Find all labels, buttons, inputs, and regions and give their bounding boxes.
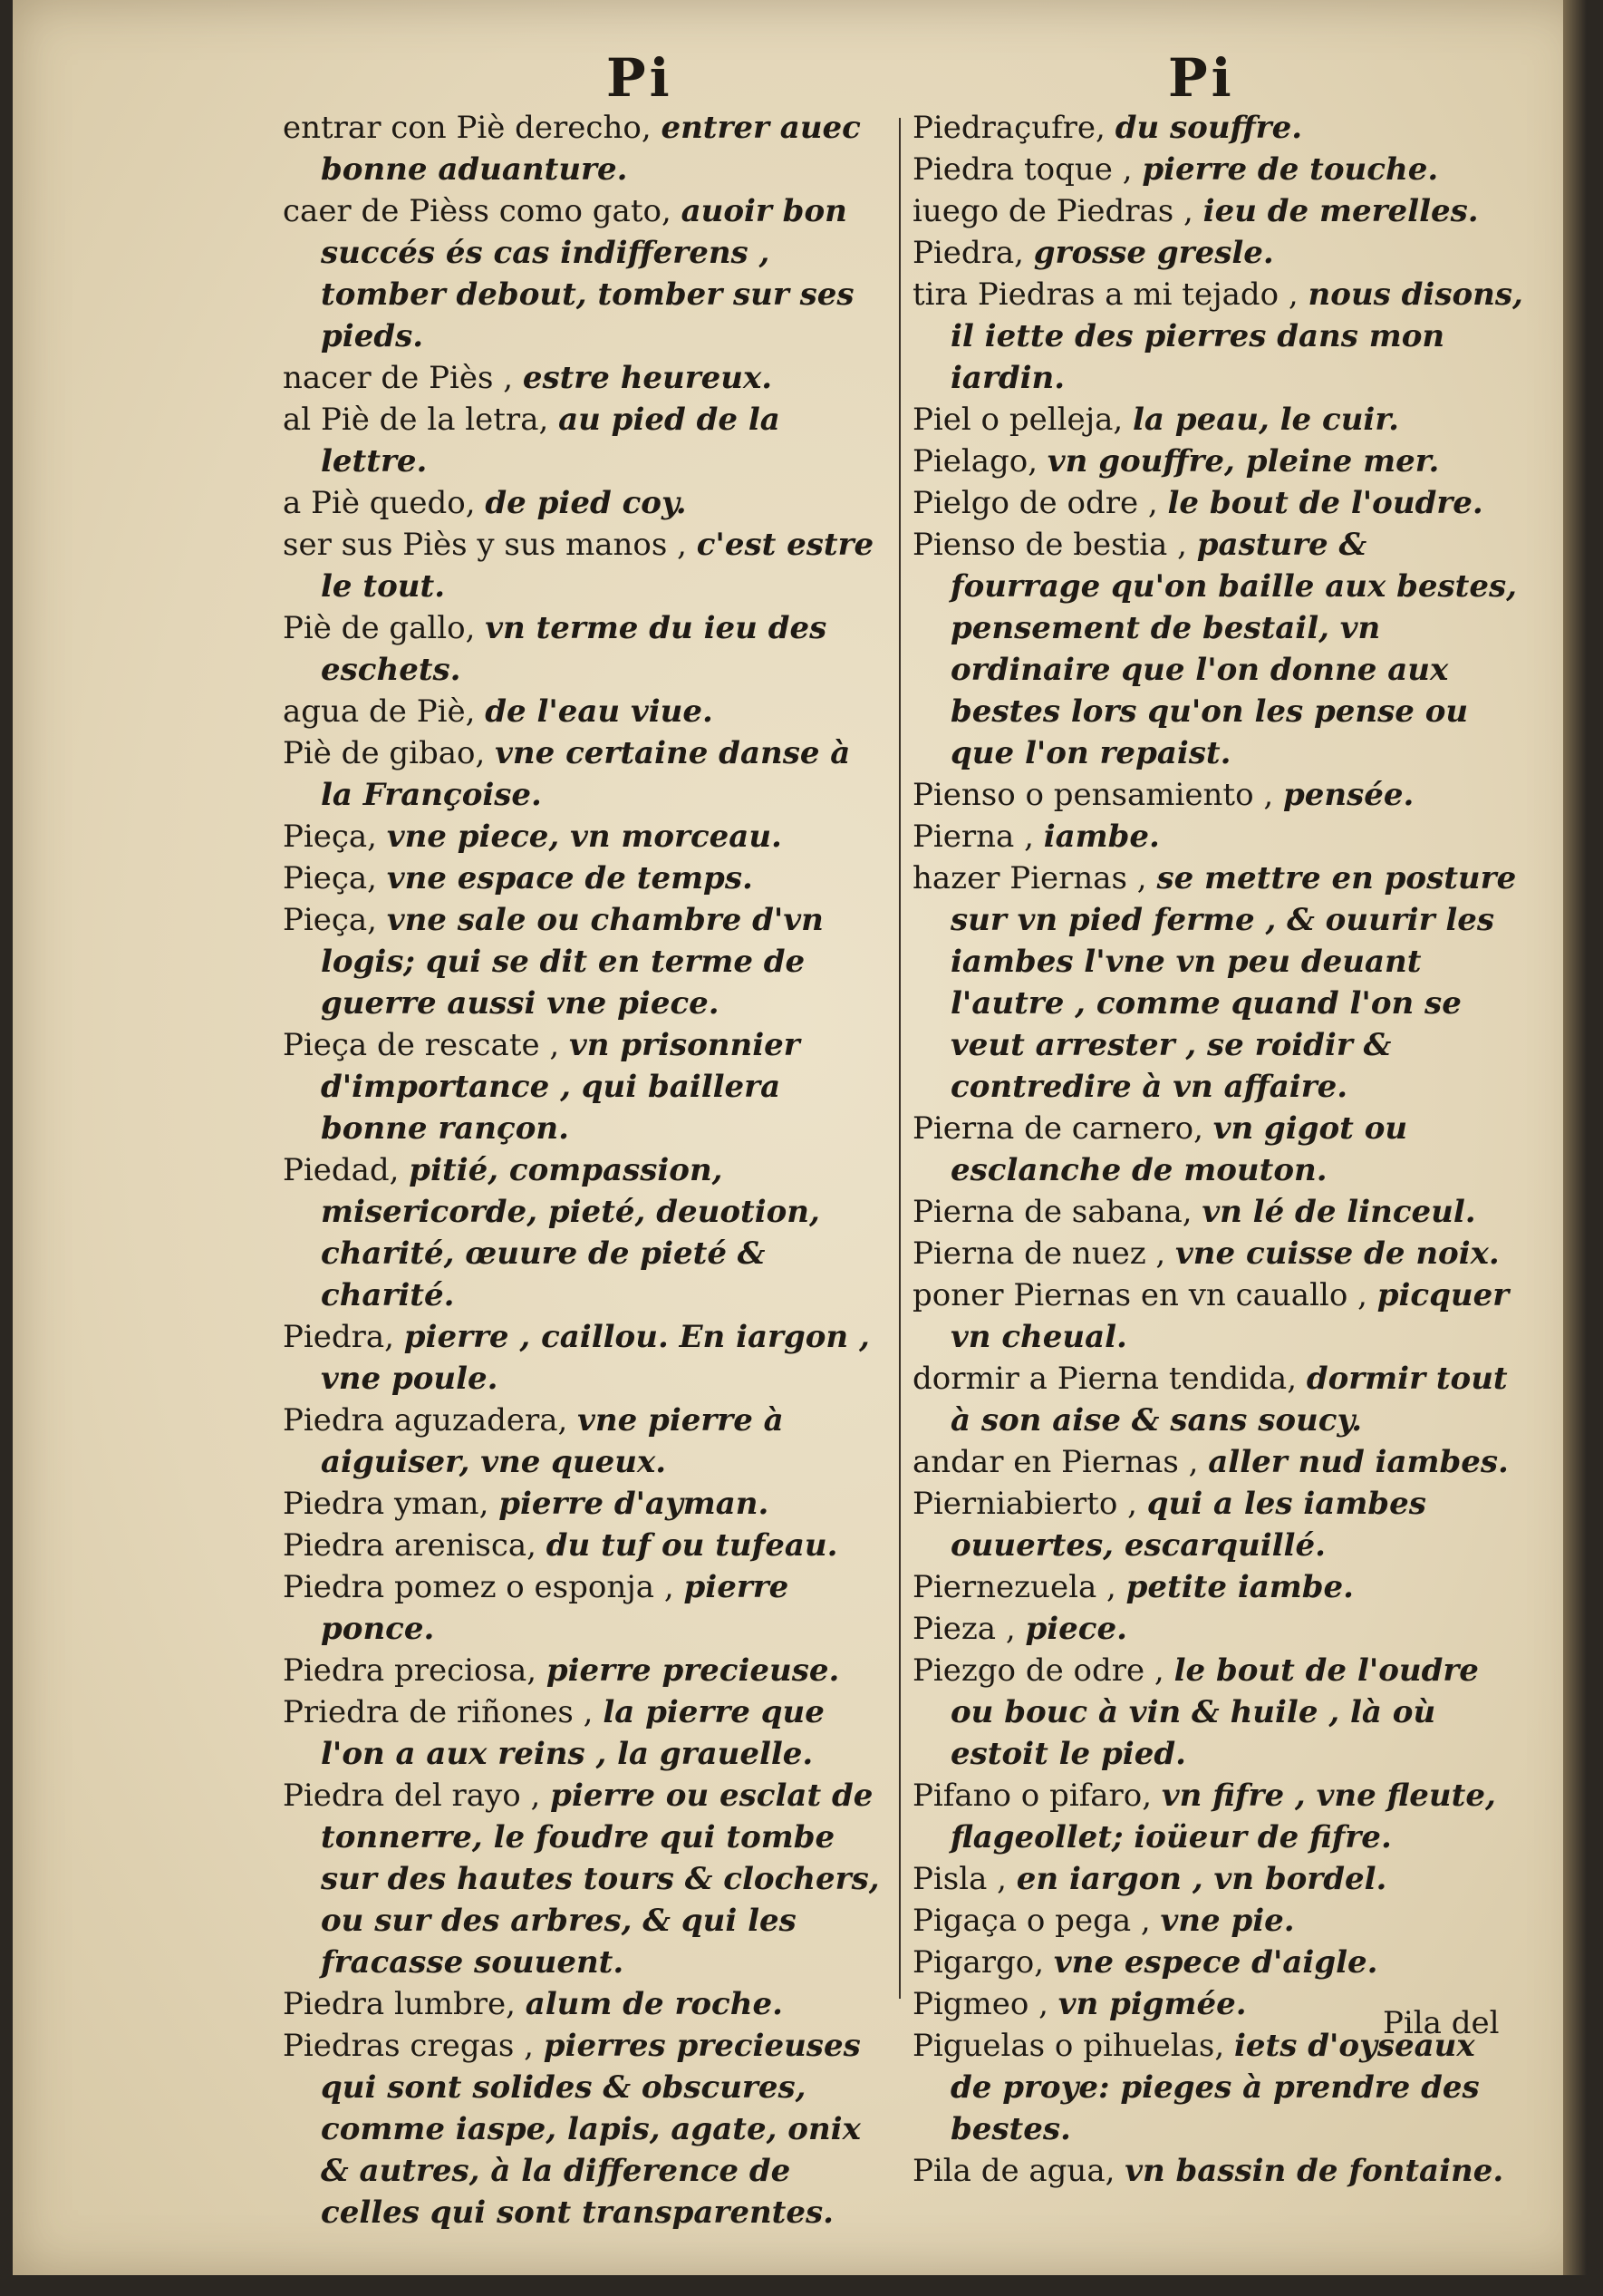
entry-headword: Piedra aguzadera, (283, 1402, 578, 1439)
dictionary-entry (283, 607, 888, 691)
entry-translation: pierres precieuses qui sont solides & obscures, comme iaspe, lapis, agate, onix & autres, à la difference de celles qui sont transparentes. (321, 2028, 861, 2231)
entry-translation: vne pie. (1160, 1903, 1295, 1939)
entry-translation: vne certaine danse à la Françoise. (321, 735, 851, 813)
entry-translation: dormir tout à son aise & sans soucy. (951, 1361, 1508, 1439)
entry-headword: andar en Piernas , (913, 1444, 1209, 1480)
entry-translation: la peau, le cuir. (1133, 402, 1399, 438)
entry-headword: Piedra, (283, 1319, 404, 1355)
dictionary-entry (283, 816, 888, 857)
dictionary-entry (283, 1149, 888, 1316)
entry-translation: vne espace de temps. (386, 860, 753, 896)
entry-headword: Pierna de sabana, (913, 1194, 1202, 1230)
dictionary-entry (913, 1233, 1525, 1274)
entry-headword: Pieza , (913, 1611, 1026, 1647)
dictionary-entry (913, 107, 1525, 149)
entry-translation: pasture & fourrage qu'on baille aux bestes, pensement de bestail, vn ordinaire que l'on donne aux bestes lors qu'on les pense ou que l'on repaist. (951, 527, 1517, 771)
entry-translation: au pied de la lettre. (321, 402, 780, 480)
dictionary-entry (913, 1483, 1525, 1566)
entry-translation: pierre , caillou. En iargon , vne poule. (321, 1319, 870, 1397)
dictionary-page (13, 0, 1587, 2275)
entry-headword: Pieça, (283, 860, 387, 896)
entry-translation: pierre ponce. (321, 1569, 789, 1647)
entry-headword: al Piè de la letra, (283, 402, 559, 438)
dictionary-entry (913, 816, 1525, 857)
dictionary-entry (913, 274, 1525, 399)
dictionary-entry (913, 441, 1525, 482)
dictionary-entry (913, 1775, 1525, 1858)
column-divider (899, 118, 901, 1999)
entry-translation: pierre d'ayman. (498, 1486, 769, 1522)
entry-translation: en iargon , vn bordel. (1016, 1861, 1387, 1897)
entry-translation: nous disons, il iette des pierres dans mon iardin. (951, 276, 1523, 396)
left-column (283, 107, 888, 2233)
dictionary-entry (283, 1566, 888, 1650)
entry-translation: pierre ou esclat de tonnerre, le foudre qui tombe sur des hautes tours & clochers, ou sur des arbres, & qui les fracasse souuent. (321, 1778, 880, 1981)
dictionary-entry (913, 399, 1525, 441)
entry-translation: le bout de l'oudre ou bouc à vin & huile , là où estoit le pied. (951, 1652, 1479, 1772)
entry-translation: de l'eau viue. (485, 693, 713, 730)
entry-headword: Pierna , (913, 819, 1044, 855)
entry-translation: vn bassin de fontaine. (1125, 2153, 1504, 2189)
dictionary-entry (283, 857, 888, 899)
dictionary-entry (283, 399, 888, 482)
running-header-right: Pi (1168, 47, 1235, 109)
entry-translation: vne sale ou chambre d'vn logis; qui se dit en terme de guerre aussi vne piece. (321, 902, 824, 1022)
entry-headword: Pisla , (913, 1861, 1017, 1897)
dictionary-entry (913, 1858, 1525, 1900)
entry-translation: pensée. (1282, 777, 1415, 813)
entry-headword: Piernezuela , (913, 1569, 1126, 1605)
dictionary-entry (913, 1566, 1525, 1608)
entry-headword: iuego de Piedras , (913, 193, 1203, 229)
dictionary-entry (283, 1775, 888, 1983)
dictionary-entry (283, 1024, 888, 1149)
dictionary-entry (913, 524, 1525, 774)
entry-headword: dormir a Pierna tendida, (913, 1361, 1307, 1397)
entry-translation: pitié, compassion, misericorde, pieté, deuotion, charité, œuure de pieté & charité. (321, 1152, 820, 1313)
dictionary-entry (283, 732, 888, 816)
dictionary-entry (283, 1691, 888, 1775)
entry-translation: picquer vn cheual. (951, 1277, 1510, 1355)
entry-headword: a Piè quedo, (283, 485, 486, 521)
entry-translation: piece. (1025, 1611, 1127, 1647)
entry-translation: aller nud iambes. (1208, 1444, 1509, 1480)
entry-translation: vn lé de linceul. (1202, 1194, 1476, 1230)
entry-headword: entrar con Piè derecho, (283, 110, 661, 146)
dictionary-entry (913, 1274, 1525, 1358)
entry-headword: Pierna de carnero, (913, 1110, 1213, 1147)
dictionary-entry (283, 2025, 888, 2233)
entry-headword: Pienso o pensamiento , (913, 777, 1283, 813)
dictionary-entry (913, 1608, 1525, 1650)
dictionary-entry (283, 899, 888, 1024)
entry-translation: vne piece, vn morceau. (386, 819, 782, 855)
entry-headword: tira Piedras a mi tejado , (913, 276, 1308, 313)
dictionary-entry (913, 149, 1525, 190)
dictionary-entry (283, 1483, 888, 1525)
entry-headword: Pifano o pifaro, (913, 1778, 1162, 1814)
dictionary-entry (913, 482, 1525, 524)
entry-headword: nacer de Piès , (283, 360, 523, 396)
entry-headword: Piedraçufre, (913, 110, 1115, 146)
entry-translation: entrer auec bonne aduanture. (321, 110, 861, 188)
dictionary-entry (283, 1650, 888, 1691)
entry-headword: Piedra pomez o esponja , (283, 1569, 684, 1605)
entry-translation: c'est estre le tout. (321, 527, 874, 605)
dictionary-entry (913, 1358, 1525, 1441)
entry-headword: Pieça, (283, 902, 387, 938)
running-header-left: Pi (606, 47, 673, 109)
entry-translation: iambe. (1043, 819, 1160, 855)
entry-headword: caer de Pièss como gato, (283, 193, 681, 229)
entry-headword: Piedra, (913, 235, 1034, 271)
entry-translation: vn prisonnier d'importance , qui baillera bonne rançon. (321, 1027, 800, 1147)
entry-translation: qui a les iambes ouuertes, escarquillé. (951, 1486, 1426, 1564)
entry-translation: du tuf ou tufeau. (546, 1527, 838, 1564)
entry-headword: Pieça, (283, 819, 387, 855)
entry-translation: ieu de merelles. (1202, 193, 1479, 229)
entry-translation: vn fifre , vne fleute, flageollet; ioüeur de fifre. (951, 1778, 1496, 1855)
entry-headword: Priedra de riñones , (283, 1694, 604, 1730)
dictionary-entry (283, 1983, 888, 2025)
entry-translation: du souffre. (1115, 110, 1303, 146)
entry-headword: Piedra preciosa, (283, 1652, 546, 1689)
right-column (913, 107, 1525, 2192)
entry-translation: de pied coy. (485, 485, 687, 521)
entry-translation: vne pierre à aiguiser, vne queux. (321, 1402, 784, 1480)
entry-translation: vn pigmée. (1057, 1986, 1247, 2022)
entry-translation: petite iambe. (1125, 1569, 1355, 1605)
entry-headword: Pigaça o pega , (913, 1903, 1161, 1939)
entry-headword: Piezgo de odre , (913, 1652, 1174, 1689)
entry-headword: Piedad, (283, 1152, 410, 1188)
dictionary-entry (913, 1942, 1525, 1983)
entry-headword: Piedras cregas , (283, 2028, 544, 2064)
entry-headword: Piè de gibao, (283, 735, 496, 771)
entry-headword: Piedra toque , (913, 151, 1143, 188)
entry-headword: Pieça de rescate , (283, 1027, 570, 1063)
entry-translation: vn gouffre, pleine mer. (1047, 443, 1440, 480)
dictionary-entry (913, 1900, 1525, 1942)
dictionary-entry (283, 524, 888, 607)
catchword: Pila del (1383, 2005, 1500, 2041)
entry-headword: agua de Piè, (283, 693, 486, 730)
entry-headword: Pierna de nuez , (913, 1235, 1176, 1272)
entry-headword: poner Piernas en vn cauallo , (913, 1277, 1377, 1313)
entry-headword: Pila de agua, (913, 2153, 1125, 2189)
entry-translation: vne espece d'aigle. (1053, 1944, 1378, 1981)
dictionary-entry (283, 1525, 888, 1566)
dictionary-entry (913, 1108, 1525, 1191)
entry-headword: Pigmeo , (913, 1986, 1058, 2022)
entry-headword: Pienso de bestia , (913, 527, 1197, 563)
entry-headword: Pielago, (913, 443, 1048, 480)
entry-translation: auoir bon succés és cas indifferens , tomber debout, tomber sur ses pieds. (321, 193, 855, 354)
dictionary-entry (283, 107, 888, 190)
dictionary-entry (913, 2150, 1525, 2192)
entry-translation: le bout de l'oudre. (1167, 485, 1483, 521)
entry-translation: se mettre en posture sur vn pied ferme , & ouurir les iambes l'vne vn peu deuant l'autre , comme quand l'on se veut arrester , se roidir & contredire à vn affaire. (951, 860, 1517, 1105)
entry-headword: Piedra lumbre, (283, 1986, 526, 2022)
entry-headword: Piedra arenisca, (283, 1527, 546, 1564)
entry-translation: alum de roche. (525, 1986, 783, 2022)
dictionary-entry (913, 232, 1525, 274)
dictionary-entry (283, 1316, 888, 1400)
entry-translation: la pierre que l'on a aux reins , la grauelle. (321, 1694, 825, 1772)
entry-translation: vne cuisse de noix. (1175, 1235, 1500, 1272)
entry-headword: Pierniabierto , (913, 1486, 1147, 1522)
entry-headword: hazer Piernas , (913, 860, 1157, 896)
entry-translation: estre heureux. (522, 360, 773, 396)
entry-headword: Piedra del rayo , (283, 1778, 551, 1814)
dictionary-entry (913, 774, 1525, 816)
entry-headword: Piedra yman, (283, 1486, 499, 1522)
dictionary-entry (283, 691, 888, 732)
entry-headword: Piguelas o pihuelas, (913, 2028, 1234, 2064)
entry-headword: Pigargo, (913, 1944, 1054, 1981)
dictionary-entry (913, 2025, 1525, 2150)
entry-headword: ser sus Piès y sus manos , (283, 527, 697, 563)
entry-translation: iets d'oyseaux de proye: pieges à prendre des bestes. (951, 2028, 1480, 2147)
dictionary-entry (283, 357, 888, 399)
dictionary-entry (283, 482, 888, 524)
dictionary-entry (913, 1650, 1525, 1775)
entry-translation: vn terme du ieu des eschets. (321, 610, 827, 688)
entry-translation: pierre de touche. (1142, 151, 1439, 188)
entry-translation: pierre precieuse. (546, 1652, 840, 1689)
entry-headword: Pielgo de odre , (913, 485, 1168, 521)
entry-translation: grosse gresle. (1033, 235, 1274, 271)
entry-headword: Piel o pelleja, (913, 402, 1134, 438)
dictionary-entry (913, 190, 1525, 232)
entry-headword: Piè de gallo, (283, 610, 486, 646)
dictionary-entry (913, 1191, 1525, 1233)
dictionary-entry (283, 190, 888, 357)
dictionary-entry (913, 1441, 1525, 1483)
entry-translation: vn gigot ou esclanche de mouton. (951, 1110, 1408, 1188)
dictionary-entry (283, 1400, 888, 1483)
dictionary-entry (913, 857, 1525, 1108)
page-gutter (1563, 0, 1587, 2275)
